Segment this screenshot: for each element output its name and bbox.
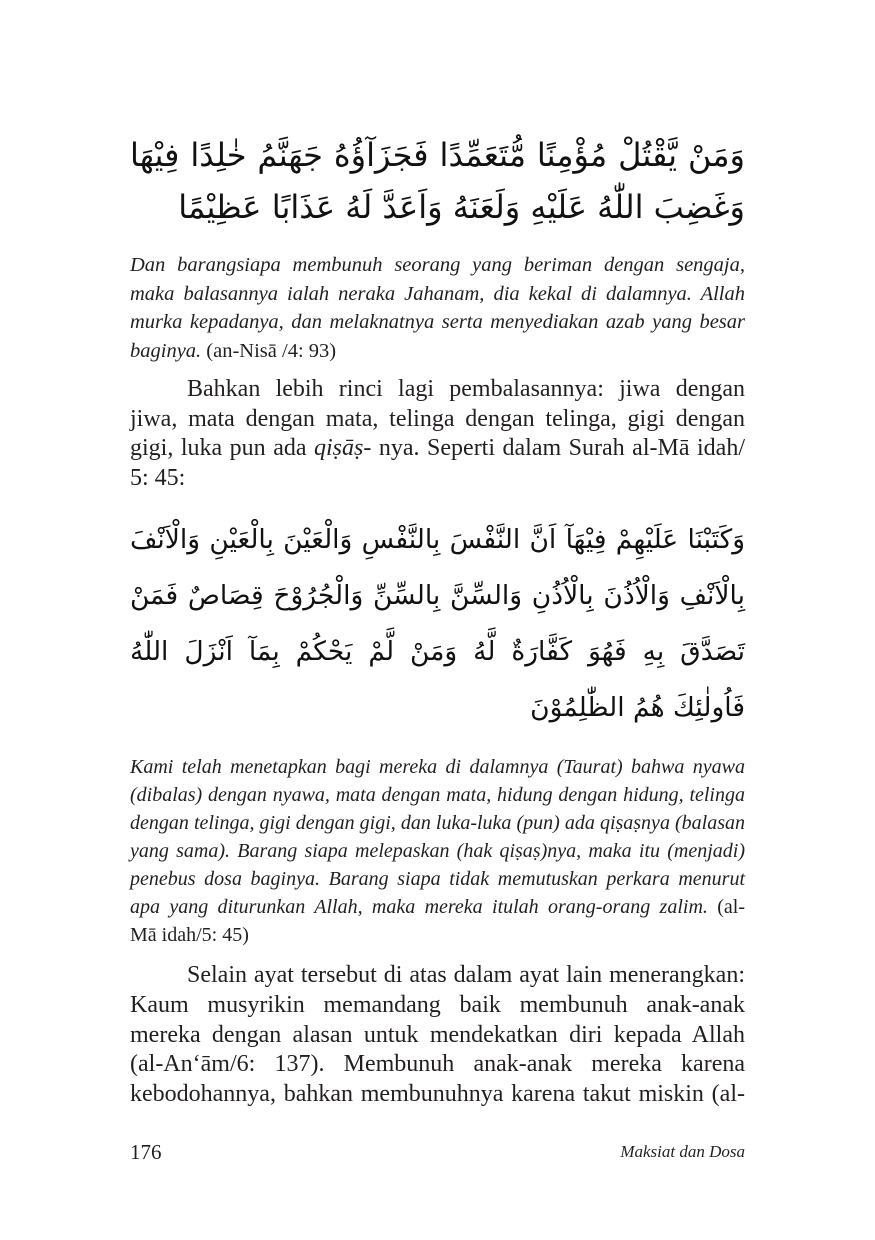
verse-reference: Mā idah/5: 45) — [130, 924, 249, 946]
page-number: 176 — [130, 1140, 162, 1164]
translation-text: apa yang diturunkan Allah, maka mereka itulah orang-orang zalim. — [130, 896, 708, 918]
arabic-verse-line: وَغَضِبَ اللّٰهُ عَلَيْهِ وَلَعَنَهُ وَاَعَدَّ لَهُ عَذَابًا عَظِيْمًا — [178, 188, 745, 226]
body-text-line: mereka dengan alasan untuk mendekatkan diri kepada Allah — [130, 1021, 745, 1048]
verse-reference: (al- — [717, 896, 745, 918]
translation-line: (dibalas) dengan nyawa, mata dengan mata, hidung dengan hidung, telinga — [130, 784, 745, 806]
body-text-line: Bahkan lebih rinci lagi pembalasannya: jiwa dengan — [187, 376, 745, 402]
body-text: - nya. Seperti dalam Surah al-Mā idah/ — [363, 435, 745, 462]
body-text-line: (al-An‘ām/6: 137). Membunuh anak-anak mereka karena — [130, 1051, 745, 1078]
translation-line: Dan barangsiapa membunuh seorang yang beriman dengan sengaja, — [130, 254, 745, 276]
arabic-verse-line: وَمَنْ يَّقْتُلْ مُؤْمِنًا مُّتَعَمِّدًا فَجَزَآؤُهُ جَهَنَّمُ خٰلِدًا فِيْهَا — [130, 136, 745, 174]
body-paragraph — [130, 375, 745, 493]
verse-reference: (an-Nisā /4: 93) — [206, 340, 337, 363]
translation-line: dengan telinga, gigi dengan gigi, dan luka-luka (pun) ada qiṣaṣnya (balasan — [130, 812, 745, 834]
arabic-verse-al-maidah-45 — [130, 512, 745, 736]
translation-line — [130, 337, 745, 366]
body-text: gigi, luka pun ada — [130, 435, 307, 462]
body-paragraph — [130, 961, 745, 1110]
translation-line: Kami telah menetapkan bagi mereka di dalamnya (Taurat) bahwa nyawa — [130, 756, 745, 778]
body-text-line — [130, 434, 745, 464]
arabic-verse-line: فَاُولٰئِكَ هُمُ الظّٰلِمُوْنَ — [530, 692, 745, 723]
translation-line: penebus dosa baginya. Barang siapa tidak memutuskan perkara menurut — [130, 868, 745, 890]
translation-al-maidah-45 — [130, 753, 745, 949]
body-text-line: Kaum musyrikin memandang baik membunuh anak-anak — [130, 991, 745, 1018]
running-footer-title: Maksiat dan Dosa — [620, 1142, 745, 1161]
translation-line — [130, 893, 745, 921]
arabic-verse-an-nisa-93 — [130, 129, 745, 233]
italic-term: qiṣāṣ — [314, 435, 364, 462]
translation-text: baginya. — [130, 340, 202, 363]
arabic-verse-line: بِالْاَنْفِ وَالْاُذُنَ بِالْاُذُنِ وَالسِّنَّ بِالسِّنِّ وَالْجُرُوْحَ قِصَاصٌ فَمَنْ — [130, 580, 745, 611]
translation-line: yang sama). Barang siapa melepaskan (hak qiṣaṣ)nya, maka itu (menjadi) — [130, 840, 745, 862]
body-text-line: 5: 45: — [130, 464, 186, 491]
translation-line: maka balasannya ialah neraka Jahanam, dia kekal di dalamnya. Allah — [130, 282, 745, 305]
body-text-line: jiwa, mata dengan mata, telinga dengan telinga, gigi dengan — [130, 405, 745, 432]
arabic-verse-line: تَصَدَّقَ بِهِ فَهُوَ كَفَّارَةٌ لَّهُ وَمَنْ لَّمْ يَحْكُمْ بِمَآ اَنْزَلَ اللّٰهُ — [130, 636, 745, 667]
arabic-verse-line: وَكَتَبْنَا عَلَيْهِمْ فِيْهَآ اَنَّ النَّفْسَ بِالنَّفْسِ وَالْعَيْنَ بِالْعَيْنِ وَالْاَنْفَ — [130, 524, 745, 555]
translation-an-nisa-93 — [130, 251, 745, 366]
body-text-line: Selain ayat tersebut di atas dalam ayat lain menerangkan: — [187, 962, 745, 988]
translation-line: murka kepadanya, dan melaknatnya serta menyediakan azab yang besar — [130, 311, 745, 334]
body-text-line: kebodohannya, bahkan membunuhnya karena takut miskin (al- — [130, 1081, 745, 1108]
